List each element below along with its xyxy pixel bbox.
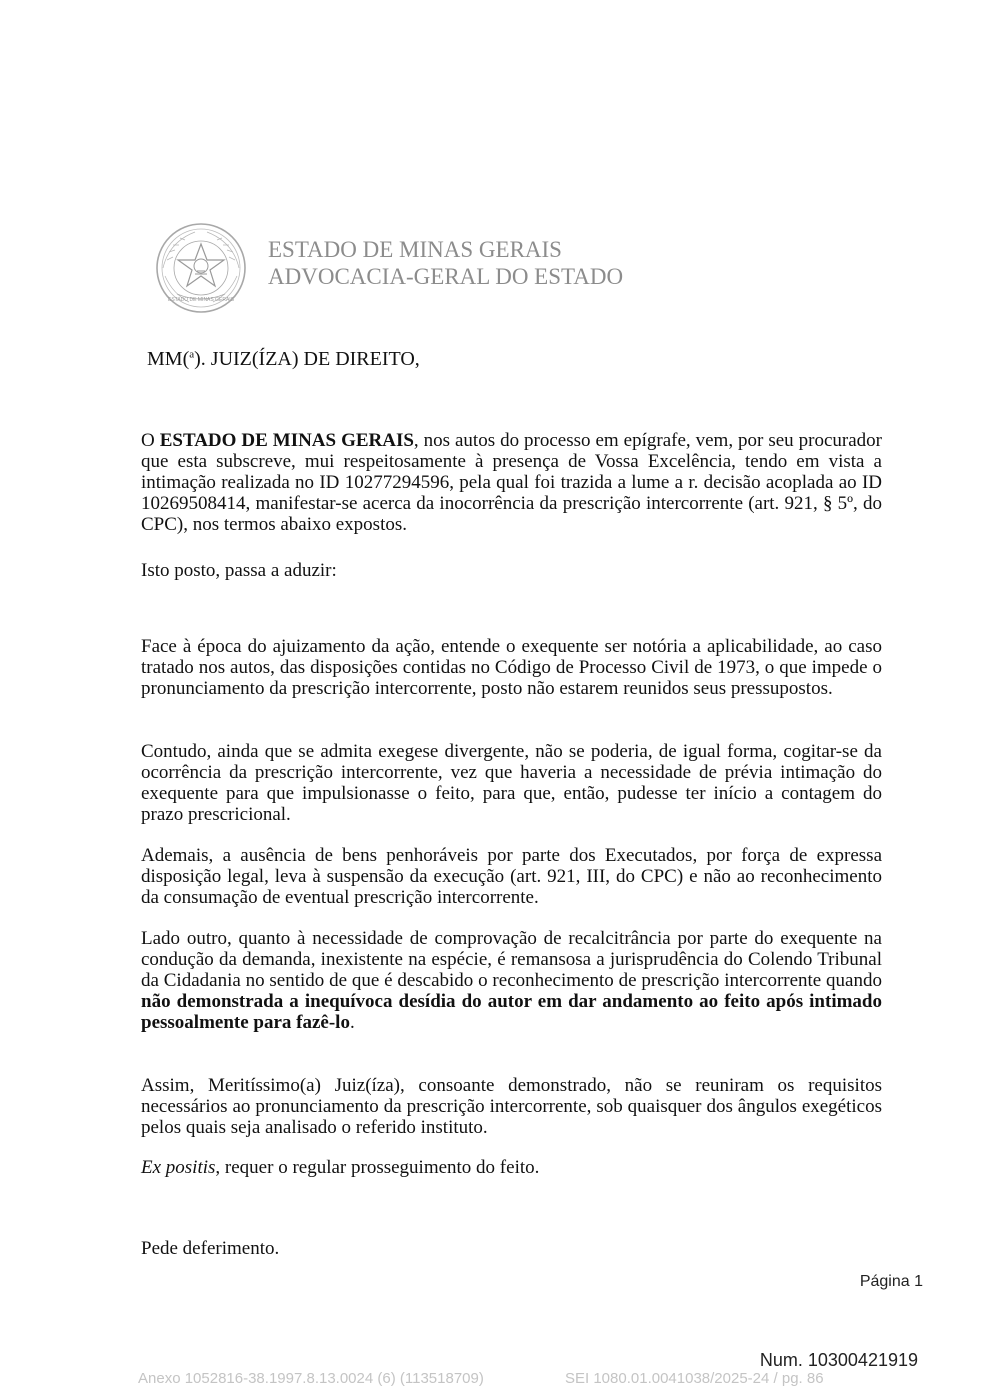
- no-assets-text: Ademais, a ausência de bens penhoráveis por parte dos Executados, por força de expressa disposição legal, leva à suspensão da execução (art. 921, III, do CPC) e não ao reconhecimento da consumação de eventual prescrição intercorrente.: [141, 845, 882, 908]
- paragraph-no-assets: [141, 845, 882, 908]
- org-department-name: ADVOCACIA-GERAL DO ESTADO: [268, 264, 624, 289]
- seal-text: ESTADO DE MINAS GERAIS: [167, 297, 235, 303]
- intro-post: , nos autos do processo em epígrafe, vem, por seu procurador que esta subscreve, mui respeitosamente à presença de Vossa Excelência, tendo em vista a intimação realizada no ID 10277294596, pela qual foi trazida a lume a r. decisão acoplada ao ID 10269508414, manifestar-se acerca da inocorrência da prescrição intercorrente (art. 921, § 5º, do CPC), nos termos abaixo expostos.: [141, 430, 882, 535]
- salutation-post: ). JUIZ(ÍZA) DE DIREITO,: [194, 348, 420, 370]
- page-number: Página 1: [859, 1273, 923, 1290]
- salutation-pre: MM(: [147, 348, 190, 370]
- jurisprudence-pre: Lado outro, quanto à necessidade de comprovação de recalcitrância por parte do exequente na condução da demanda, inexistente na espécie, é remansosa a jurisprudência do Colendo Tribunal da Cidadania no sentido de que é descabido o reconhecimento de prescrição intercorrente quando: [141, 928, 882, 991]
- annex-reference: Anexo 1052816-38.1997.8.13.0024 (6) (113518709): [138, 1370, 484, 1387]
- state-seal-icon: [155, 222, 247, 314]
- request-latin: Ex positis: [141, 1157, 216, 1178]
- paragraph-transition: [141, 560, 882, 581]
- jurisprudence-highlight: não demonstrada a inequívoca desídia do autor em dar andamento ao feito após intimado pessoalmente para fazê-lo: [141, 991, 882, 1033]
- intro-party-name: ESTADO DE MINAS GERAIS: [159, 430, 414, 451]
- cpc-1973-text: Face à época do ajuizamento da ação, entende o exequente ser notória a aplicabilidade, ao caso tratado nos autos, das disposições contidas no Código de Processo Civil de 1973, o que impede o pronunciamento da prescrição intercorrente, posto não estarem reunidos seus pressupostos.: [141, 636, 882, 699]
- closing-text: Pede deferimento.: [141, 1238, 280, 1259]
- conclusion-text: Assim, Meritíssimo(a) Juiz(íza), consoante demonstrado, não se reuniram os requisitos necessários ao pronunciamento da prescrição intercorrente, sob quaisquer dos ângulos exegéticos pelos quais seja analisado o referido instituto.: [141, 1075, 882, 1138]
- intro-pre: O: [141, 430, 160, 451]
- prior-notice-text: Contudo, ainda que se admita exegese divergente, não se poderia, de igual forma, cogitar-se da ocorrência da prescrição intercorrente, vez que haveria a necessidade de prévia intimação do exequente para que impulsionasse o feito, para que, então, pudesse ter início a contagem do prazo prescricional.: [141, 741, 882, 825]
- sei-reference: SEI 1080.01.0041038/2025-24 / pg. 86: [565, 1370, 824, 1387]
- document-number: Num. 10300421919: [759, 1350, 918, 1370]
- jurisprudence-post: .: [349, 1012, 355, 1033]
- paragraph-cpc-1973: [141, 636, 882, 699]
- paragraph-intro: [141, 430, 882, 535]
- request-text: , requer o regular prosseguimento do feito.: [215, 1157, 540, 1178]
- paragraph-conclusion: [141, 1075, 882, 1138]
- paragraph-request: [141, 1157, 882, 1178]
- salutation: [147, 348, 420, 371]
- transition-text: Isto posto, passa a aduzir:: [141, 560, 337, 581]
- paragraph-prior-notice: [141, 741, 882, 825]
- paragraph-closing: [141, 1238, 882, 1259]
- org-state-name: ESTADO DE MINAS GERAIS: [268, 237, 562, 262]
- organization-header: [268, 236, 623, 290]
- paragraph-jurisprudence: [141, 928, 882, 1033]
- salutation-sup: a: [189, 348, 195, 361]
